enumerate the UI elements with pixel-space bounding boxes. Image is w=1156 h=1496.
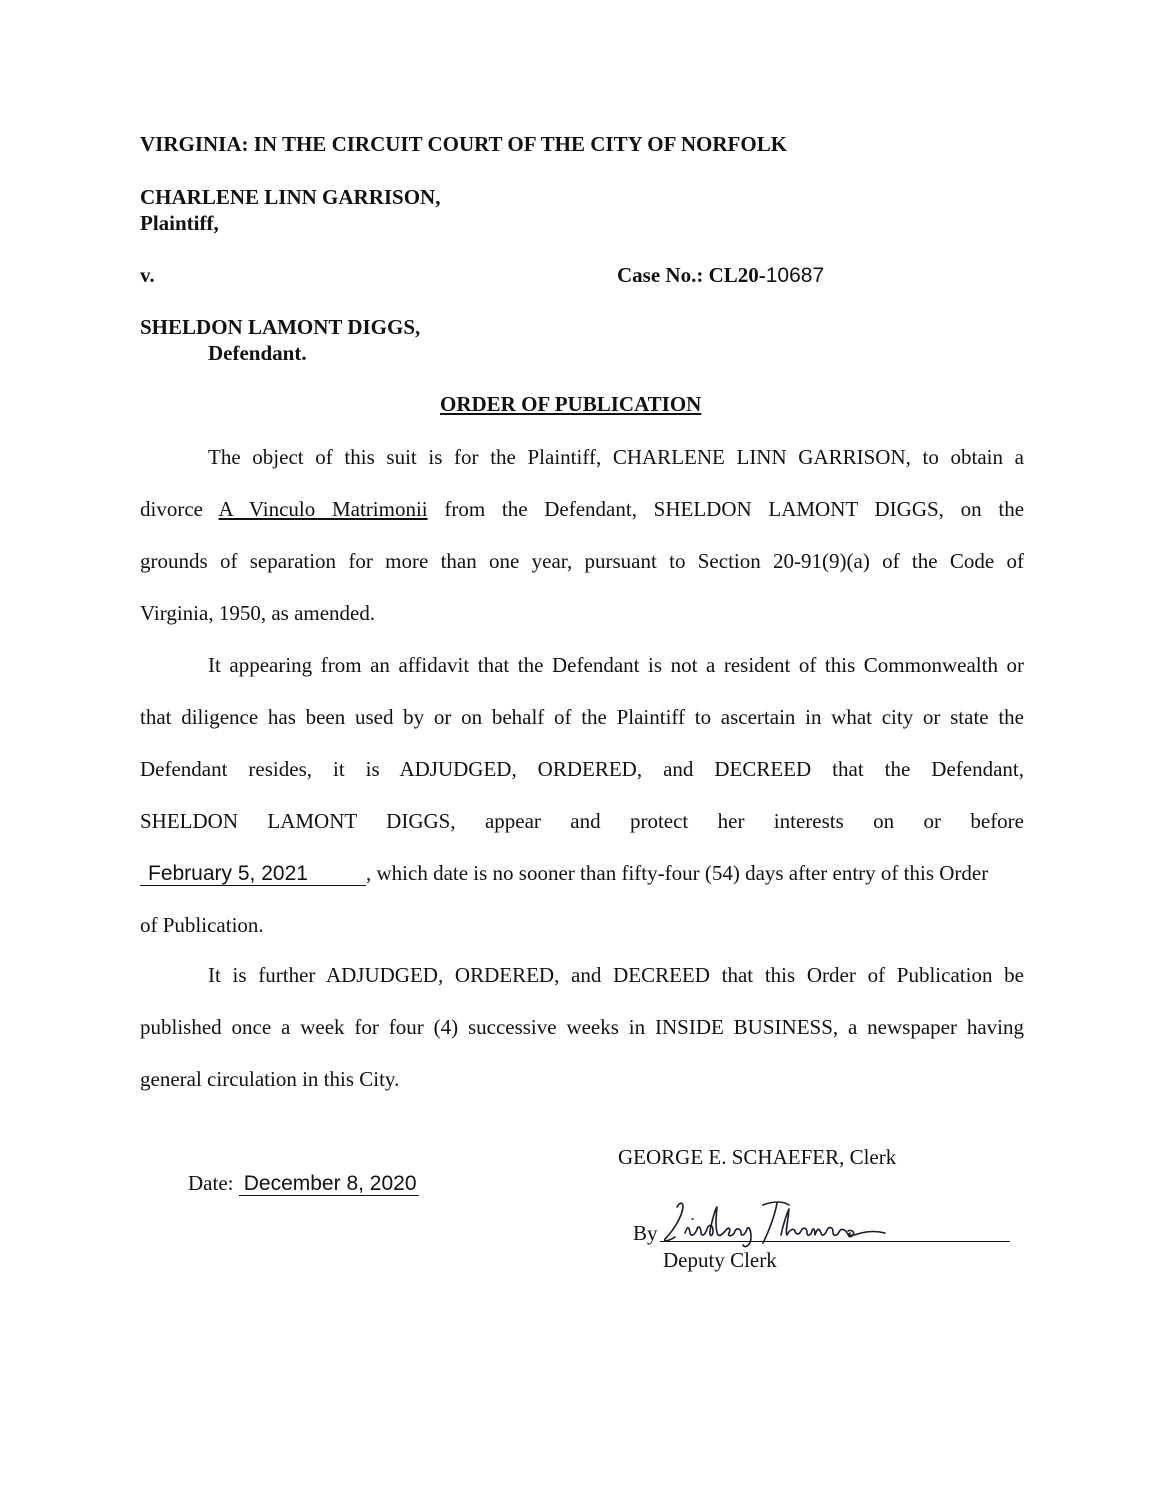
- paragraph1-line2-suffix: from the Defendant, SHELDON LAMONT DIGGS, on the: [427, 497, 1025, 521]
- paragraph1-line3: grounds of separation for more than one year, pursuant to Section 20-91(9)(a) of the Code of: [140, 549, 1024, 573]
- paragraph3-line2: published once a week for four (4) successive weeks in INSIDE BUSINESS, a newspaper having: [140, 1015, 1024, 1039]
- clerk-name: GEORGE E. SCHAEFER, Clerk: [618, 1145, 897, 1169]
- versus-label: v.: [140, 263, 155, 287]
- paragraph1-line4: Virginia, 1950, as amended.: [140, 601, 376, 625]
- paragraph2-line1: It appearing from an affidavit that the Defendant is not a resident of this Commonwealth or: [208, 653, 1024, 677]
- defendant-name: SHELDON LAMONT DIGGS,: [140, 315, 421, 339]
- signer-title: Deputy Clerk: [663, 1248, 777, 1272]
- paragraph1-line1: The object of this suit is for the Plaintiff, CHARLENE LINN GARRISON, to obtain a: [208, 445, 1024, 469]
- paragraph1-line2: [140, 497, 1024, 522]
- paragraph2-line5-suffix: , which date is no sooner than fifty-four (54) days after entry of this Order: [366, 861, 989, 885]
- plaintiff-name: CHARLENE LINN GARRISON,: [140, 185, 441, 209]
- paragraph3-line3: general circulation in this City.: [140, 1067, 400, 1091]
- case-number-value: 10687: [765, 264, 825, 287]
- paragraph2-line3: Defendant resides, it is ADJUDGED, ORDERED, and DECREED that the Defendant,: [140, 757, 1024, 781]
- case-number-label: Case No.: CL20-: [617, 263, 766, 287]
- paragraph1-line2-prefix: divorce: [140, 497, 219, 521]
- paragraph2-line6: of Publication.: [140, 913, 264, 937]
- paragraph2-line2: that diligence has been used by or on behalf of the Plaintiff to ascertain in what city or state the: [140, 705, 1024, 729]
- latin-phrase: A Vinculo Matrimonii: [218, 497, 428, 521]
- court-heading: VIRGINIA: IN THE CIRCUIT COURT OF THE CITY OF NORFOLK: [140, 132, 788, 156]
- date-value: December 8, 2020: [239, 1173, 419, 1196]
- case-number-line: [617, 263, 824, 288]
- date-label: Date:: [188, 1171, 239, 1195]
- date-line: [188, 1171, 419, 1196]
- paragraph2-line4: SHELDON LAMONT DIGGS, appear and protect her interests on or before: [140, 809, 1024, 833]
- by-label: By: [633, 1221, 658, 1245]
- handwritten-signature: [655, 1195, 895, 1255]
- defendant-role: Defendant.: [208, 341, 307, 365]
- appearance-date-blank: February 5, 2021: [140, 863, 366, 886]
- plaintiff-role: Plaintiff,: [140, 211, 219, 235]
- paragraph2-line5: [140, 861, 1024, 886]
- paragraph3-line1: It is further ADJUDGED, ORDERED, and DECREED that this Order of Publication be: [208, 963, 1024, 987]
- order-title: ORDER OF PUBLICATION: [440, 392, 702, 416]
